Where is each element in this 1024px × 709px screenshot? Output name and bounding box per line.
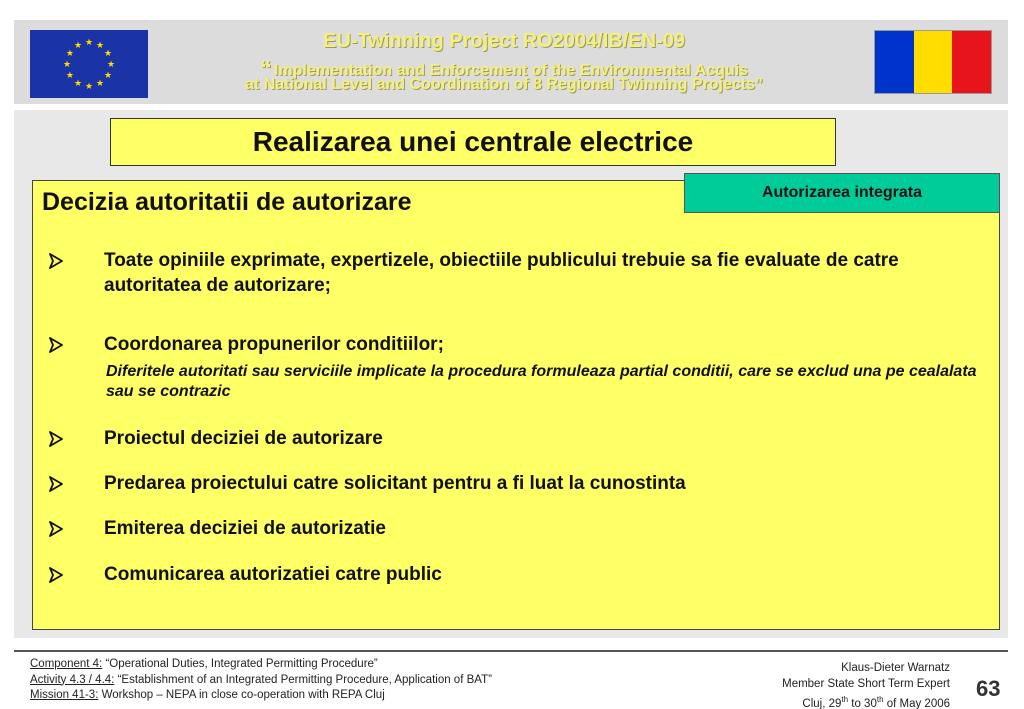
eu-star-icon: ★ — [84, 37, 94, 47]
arrow-bullet-icon — [46, 565, 66, 585]
page-number: 63 — [976, 676, 1001, 701]
footer-project-info — [30, 657, 492, 704]
footer-component-line — [30, 657, 492, 673]
eu-star-icon: ★ — [65, 48, 74, 58]
eu-star-icon: ★ — [65, 70, 74, 80]
list-item-text: Coordonarea propunerilor conditiilor; — [104, 334, 444, 355]
eu-star-icon: ★ — [104, 70, 113, 80]
mission-text: Workshop – NEPA in close co-operation with REPA Cluj — [98, 689, 385, 701]
event-date — [782, 692, 950, 709]
sub-note: Diferitele autoritati sau serviciile implicate la procedura formuleaza partial conditii, care se exclud una pe cealalata sau se contrazic — [106, 363, 977, 400]
list-item-text: Proiectul deciziei de autorizare — [104, 428, 383, 449]
footer-author-info — [782, 660, 950, 709]
list-item-text: Predarea proiectului catre solicitant pentru a fi luat la cunostinta — [104, 473, 686, 494]
mission-label: Mission 41-3: — [30, 689, 99, 701]
slide-title: Realizarea unei centrale electrice — [252, 126, 694, 157]
eu-star-icon: ★ — [73, 39, 83, 50]
list-item-text: Toate opiniile exprimate, expertizele, obiectiile publicului trebuie sa fie evaluate de catre autoritatea de autorizare; — [104, 250, 899, 296]
footer-divider — [14, 650, 1008, 652]
flag-stripe-blue — [875, 31, 914, 93]
list-item — [46, 332, 986, 357]
activity-label: Activity 4.3 / 4.4: — [30, 673, 115, 686]
eu-star-icon: ★ — [104, 48, 113, 58]
eu-star-icon: ★ — [62, 59, 72, 69]
date-sup1: th — [841, 695, 849, 704]
project-title-text: Implementation and Enforcement of the Environmental Acquis — [273, 62, 749, 79]
author-role: Member State Short Term Expert — [782, 678, 950, 690]
author-name: Klaus-Dieter Warnatz — [841, 662, 950, 674]
date-mid: to 30 — [848, 697, 877, 709]
component-text: “Operational Duties, Integrated Permitting Procedure” — [102, 658, 378, 670]
list-item — [46, 426, 986, 451]
footer-mission-line — [30, 688, 492, 704]
date-suffix: of May 2006 — [883, 697, 950, 709]
date-sup2: th — [876, 695, 884, 704]
slide-title-box — [110, 118, 836, 166]
romania-flag-icon — [874, 30, 992, 94]
list-item — [46, 562, 986, 587]
eu-star-icon: ★ — [84, 81, 94, 91]
arrow-bullet-icon — [46, 519, 66, 539]
activity-text: “Establishment of an Integrated Permitting Procedure, Application of BAT” — [114, 673, 492, 686]
eu-flag-icon — [30, 30, 148, 98]
eu-star-icon: ★ — [95, 78, 105, 89]
section-badge-label: Autorizarea integrata — [761, 184, 923, 201]
eu-star-icon: ★ — [95, 39, 105, 50]
flag-stripe-yellow — [914, 31, 953, 93]
arrow-bullet-icon — [46, 251, 66, 271]
header-banner — [14, 20, 1008, 104]
component-label: Component 4: — [30, 658, 103, 670]
eu-star-icon: ★ — [73, 78, 83, 89]
list-item — [46, 516, 986, 541]
list-item-text: Emiterea deciziei de autorizatie — [104, 518, 386, 539]
list-item-text: Comunicarea autorizatiei catre public — [104, 564, 442, 585]
list-item — [46, 471, 986, 496]
opening-quote: “ — [259, 56, 272, 83]
eu-star-icon: ★ — [106, 59, 116, 69]
section-heading: Decizia autoritatii de autorizare — [42, 188, 412, 216]
arrow-bullet-icon — [46, 335, 66, 355]
project-title-line2: at National Level and Coordination of 8 Regional Twinning Projects” — [245, 76, 763, 93]
project-code: EU-Twinning Project RO2004/IB/EN-09 — [323, 30, 685, 52]
flag-stripe-red — [952, 31, 991, 93]
arrow-bullet-icon — [46, 474, 66, 494]
footer-activity-line — [30, 673, 492, 689]
list-item — [46, 248, 986, 298]
arrow-bullet-icon — [46, 429, 66, 449]
section-badge — [684, 173, 1000, 213]
date-prefix: Cluj, 29 — [802, 697, 842, 709]
